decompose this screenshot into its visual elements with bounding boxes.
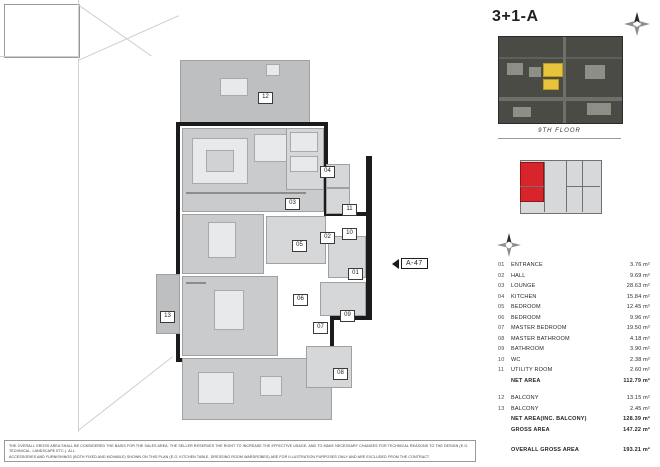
plan-label-04: 04 [320,166,335,178]
row-name: BEDROOM [511,304,541,310]
lounge-console [186,192,306,194]
row-value: 3.76 m² [629,262,650,268]
row-value: 2.45 m² [629,405,650,412]
title-block-box [4,4,80,58]
schedule-row [498,292,650,303]
bed-05 [208,222,236,258]
gross-area-label: GROSS AREA [511,426,550,433]
schedule-row [498,313,650,324]
plan-label-12: 12 [258,92,273,104]
row-value: 13.15 m² [626,395,650,401]
info-panel [492,8,652,453]
overall-gross-value: 193.21 m² [623,447,650,453]
net-incl-balcony-value: 128.39 m² [623,416,650,422]
wall-right-outer [366,156,372,316]
compass-small-icon [496,232,522,258]
row-no: 03 [498,283,505,289]
plan-label-11: 11 [342,204,357,216]
plan-label-07: 07 [313,322,328,334]
unit-tag-label: A-47 [401,258,428,269]
row-no: 13 [498,405,505,412]
net-area-label: NET AREA [511,377,541,384]
arrow-icon [392,259,399,269]
terrace-chair [266,64,280,76]
row-no: 12 [498,395,505,401]
schedule-row [498,323,650,334]
schedule-row [498,344,650,355]
site-aerial-photo [498,36,623,124]
row-no: 08 [498,335,505,342]
schedule-row [498,334,650,345]
kitchen-island [290,156,318,172]
floor-label: 9TH FLOOR [538,128,581,134]
plan-label-02: 02 [320,232,335,244]
disclaimer-line-2: ACCESSORIES AND FURNISHINGS (BOTH FIXED AND MOVABLE) SHOWN ON THIS PLAN (E.G. KITCHEN TABLE, DRESSING ROOM WARDROBES) ARE FOR ILLUSTRATION PURPOSES ONLY AND ARE EXCLUDED FROM THE CONTRACT. [9,454,430,459]
net-area-row [498,376,650,387]
guide-line-vertical [78,0,79,432]
guide-line-horizontal [0,56,78,57]
row-name: MASTER BEDROOM [511,325,567,331]
row-value: 9.96 m² [629,314,650,321]
row-value: 12.45 m² [626,304,650,310]
compass-icon [622,10,652,38]
row-no: 06 [498,314,505,321]
gross-area-row [498,425,650,436]
row-name: BALCONY [511,395,539,401]
dining-table [254,134,290,162]
row-value: 3.90 m² [629,346,650,352]
net-area-value: 112.79 m² [623,377,650,384]
row-name: BEDROOM [511,314,541,321]
master-seating [260,376,282,396]
plan-label-01: 01 [348,268,363,280]
floor-divider [498,138,621,139]
schedule-row [498,281,650,292]
row-value: 2.38 m² [629,356,650,363]
row-name: MASTER BATHROOM [511,335,570,342]
room-master-bathroom [306,346,352,388]
row-value: 28.63 m² [626,283,650,289]
row-name: ENTRANCE [511,262,543,268]
overall-gross-label: OVERALL GROSS AREA [511,447,580,453]
schedule-row [498,302,650,313]
wall-top-outer [176,122,328,126]
terrace-table [220,78,248,96]
row-name: BATHROOM [511,346,544,352]
guide-line-diagonal-1 [77,4,151,56]
row-no: 10 [498,356,505,363]
row-no: 05 [498,304,505,310]
gross-area-value: 147.22 m² [623,426,650,433]
schedule-row [498,355,650,366]
row-value: 15.84 m² [626,293,650,300]
room-schedule [498,260,650,456]
page-title: 3+1-A [492,8,539,25]
guide-line-diagonal-3 [78,356,173,431]
row-name: KITCHEN [511,293,537,300]
bed-06 [214,290,244,330]
row-no: 07 [498,325,505,331]
key-plan [498,146,621,228]
kitchen-counter [290,132,318,152]
wardrobe-06 [186,282,206,284]
row-no: 01 [498,262,505,268]
row-value: 19.50 m² [626,325,650,331]
row-value: 9.69 m² [629,272,650,279]
key-plan-highlight [520,162,544,202]
schedule-row [498,260,650,271]
row-no: 02 [498,272,505,279]
schedule-row [498,404,650,415]
plan-label-09: 09 [340,310,355,322]
row-no: 11 [498,367,505,373]
row-no: 09 [498,346,505,352]
row-name: HALL [511,272,526,279]
row-value: 2.60 m² [629,367,650,373]
plan-label-08: 08 [333,368,348,380]
plan-label-10: 10 [342,228,357,240]
schedule-row [498,365,650,376]
unit-tag [392,258,428,269]
disclaimer [4,440,476,462]
bed-master [198,372,234,404]
floor-plate [164,46,388,396]
row-name: BALCONY [511,405,539,412]
lounge-coffee-table [206,150,234,172]
row-name: LOUNGE [511,283,536,289]
row-name: WC [511,356,521,363]
guide-line-diagonal-2 [78,15,179,61]
plan-label-06: 06 [293,294,308,306]
row-no: 04 [498,293,505,300]
row-value: 4.18 m² [629,335,650,342]
row-name: UTILITY ROOM [511,367,553,373]
schedule-row [498,393,650,404]
schedule-row [498,271,650,282]
net-incl-balcony-label: NET AREA(INC. BALCONY) [511,416,587,422]
plan-label-05: 05 [292,240,307,252]
disclaimer-line-1: THE OVERALL GROSS AREA SHALL BE CONSIDERED THE BASIS FOR THE SALES AREA. THE SELLER RESERVES THE RIGHT TO INCREASE THE EFFECTIVE USAGE, AND TO MAKE NECESSARY CHANGES FOR TECHNICAL REASONS TO THE DESIGN (E.G. TECHNICAL, LANDSCAPE ETC.). ALL [9,444,469,454]
plan-label-13: 13 [160,311,175,323]
room-balcony-13 [156,274,180,334]
net-incl-balcony-row [498,414,650,425]
overall-gross-row [498,445,650,456]
plan-label-03: 03 [285,198,300,210]
